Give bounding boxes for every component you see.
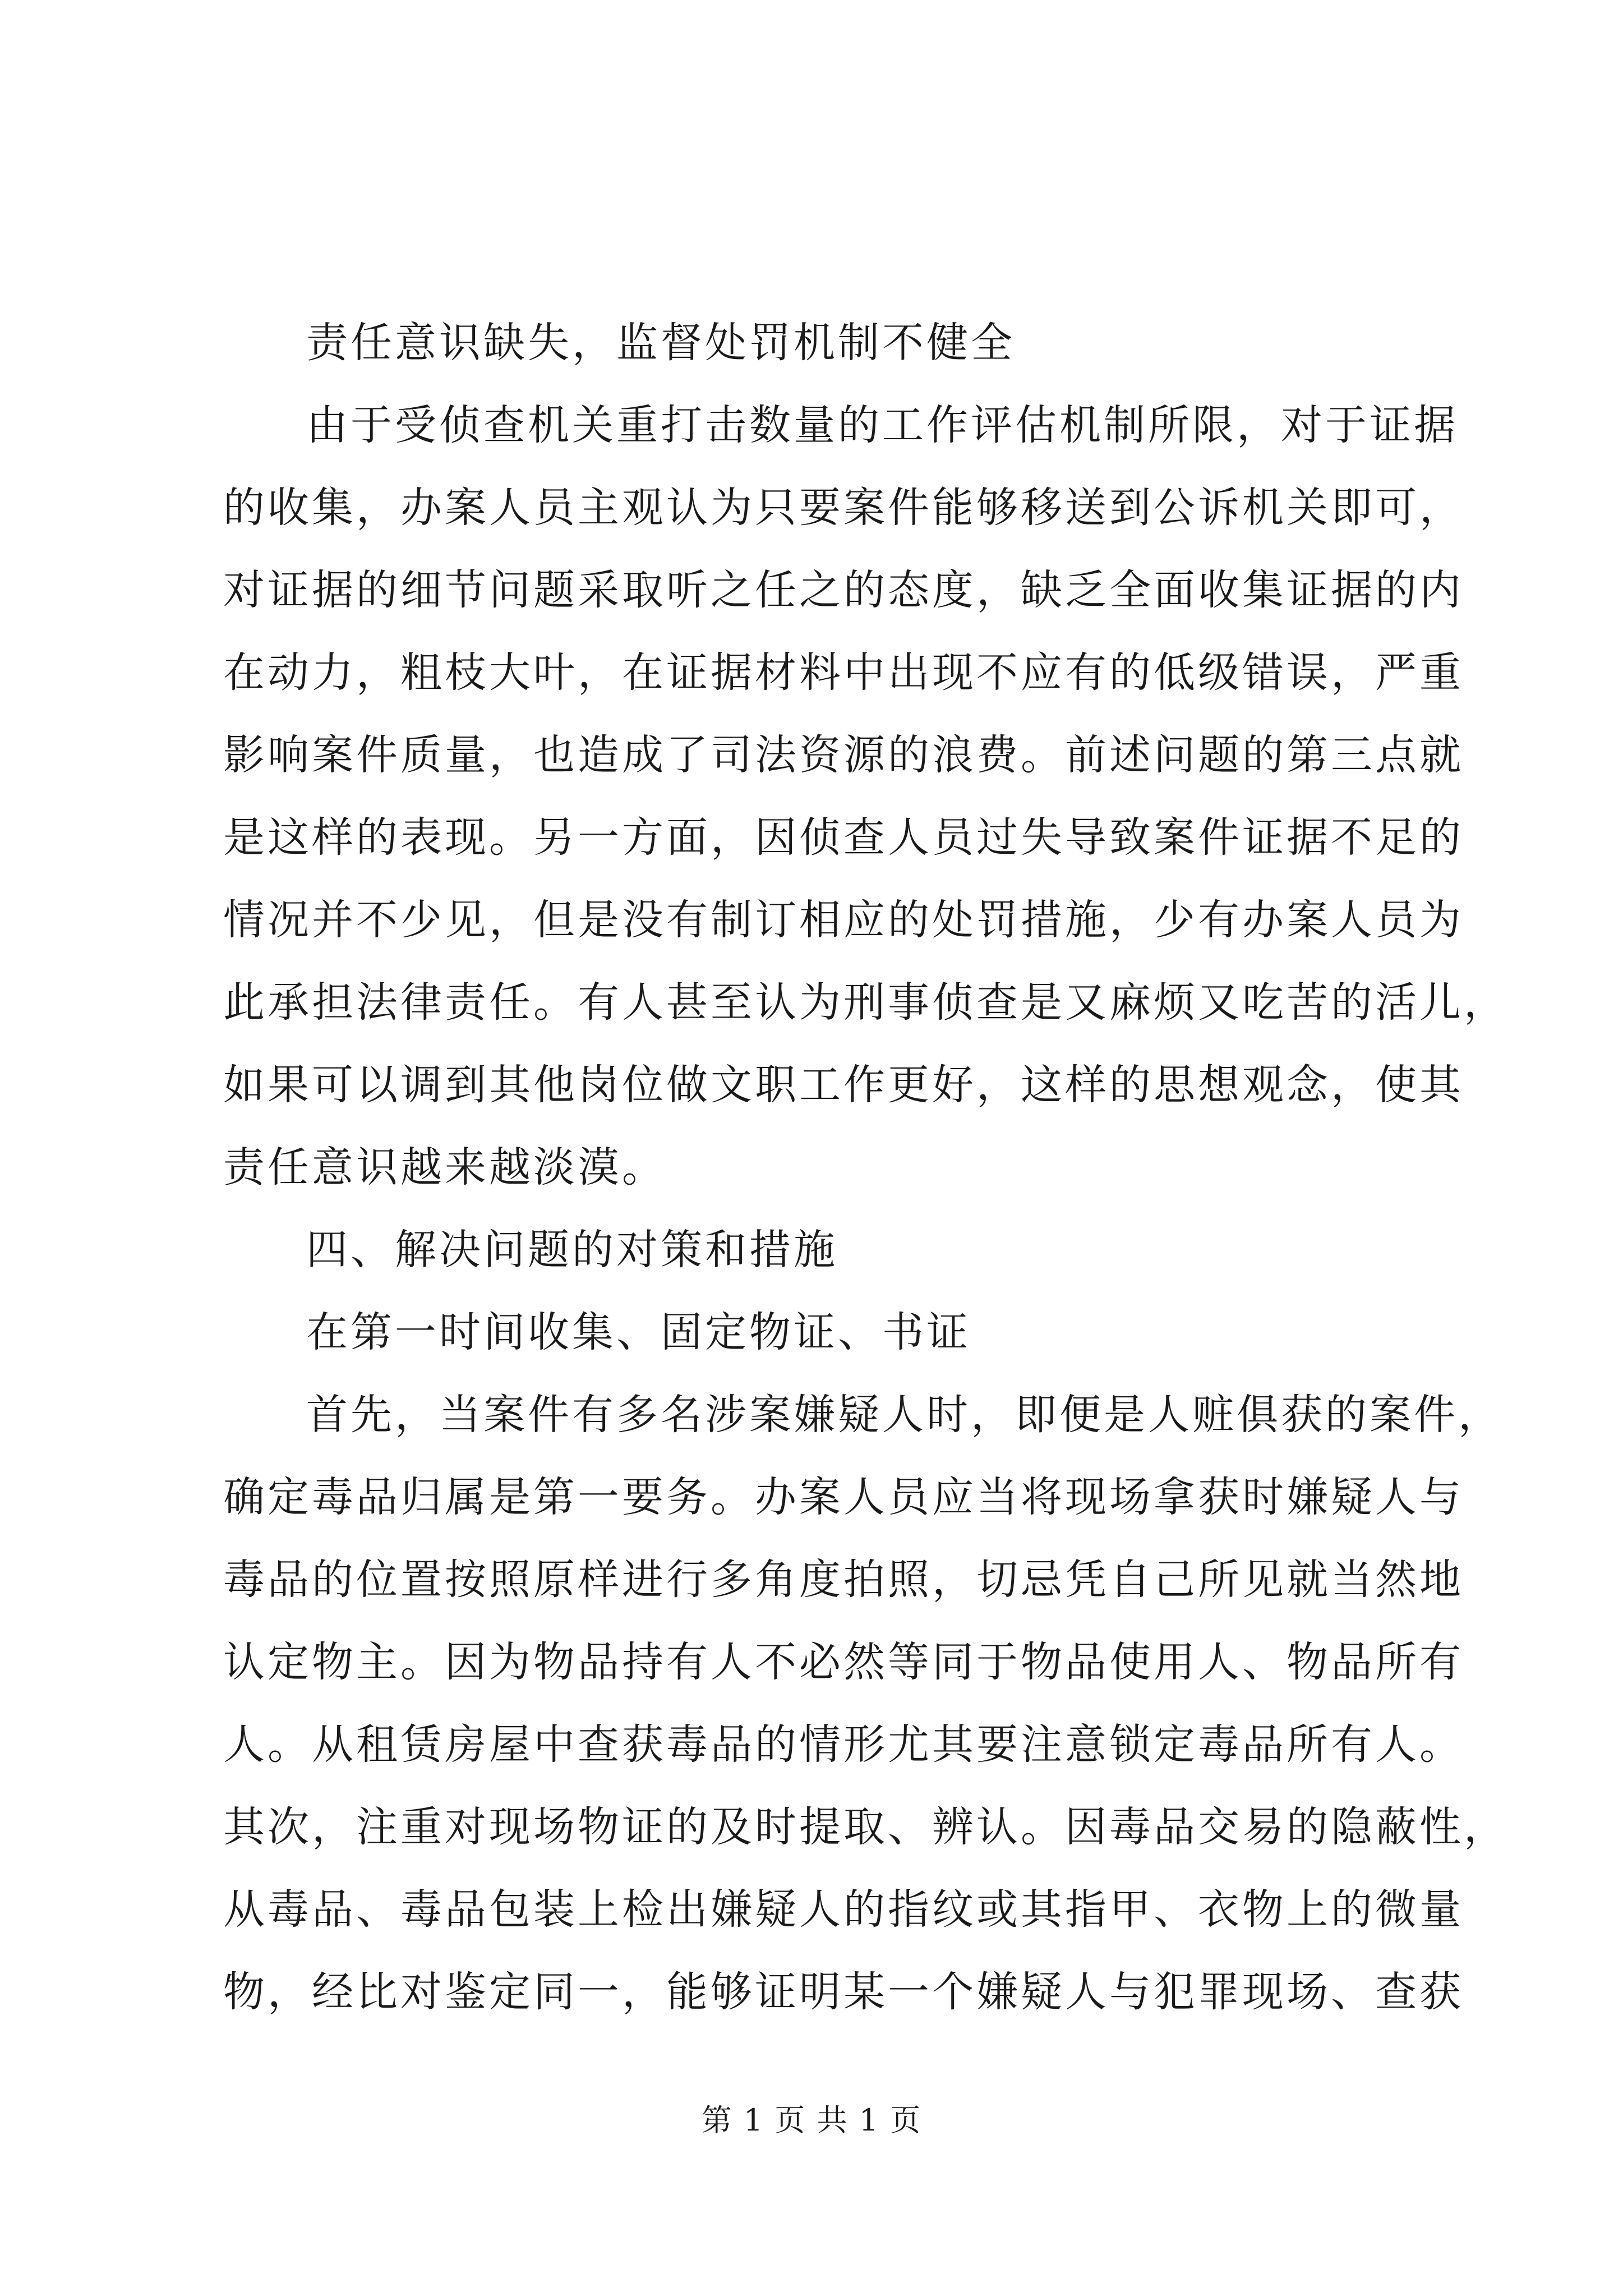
- page-number-footer: 第 1 页 共 1 页: [701, 2102, 922, 2138]
- section-heading: 责任意识缺失，监督处罚机制不健全: [306, 319, 1015, 367]
- paragraph-line: 从毒品、毒品包装上检出嫌疑人的指纹或其指甲、衣物上的微量: [223, 1885, 1464, 1934]
- paragraph-line: 认定物主。因为物品持有人不必然等同于物品使用人、物品所有: [223, 1638, 1464, 1686]
- paragraph-line: 确定毒品归属是第一要务。办案人员应当将现场拿获时嫌疑人与: [223, 1473, 1464, 1521]
- paragraph-line: 人。从租赁房屋中查获毒品的情形尤其要注意锁定毒品所有人。: [223, 1720, 1464, 1769]
- paragraph-line: 物，经比对鉴定同一，能够证明某一个嫌疑人与犯罪现场、查获: [223, 1968, 1464, 2016]
- section-heading: 四、解决问题的对策和措施: [306, 1226, 838, 1274]
- paragraph-line: 情况并不少见，但是没有制订相应的处罚措施，少有办案人员为: [223, 896, 1464, 944]
- paragraph-line: 在动力，粗枝大叶，在证据材料中出现不应有的低级错误，严重: [223, 648, 1464, 697]
- paragraph-line: 首先，当案件有多名涉案嫌疑人时，即便是人赃俱获的案件，: [306, 1391, 1502, 1439]
- document-body: [223, 302, 1508, 2033]
- paragraph-line: 是这样的表现。另一方面，因侦查人员过失导致案件证据不足的: [223, 813, 1464, 862]
- paragraph-line: 此承担法律责任。有人甚至认为刑事侦查是又麻烦又吃苦的活儿，: [223, 978, 1508, 1027]
- paragraph-line: 其次，注重对现场物证的及时提取、辨认。因毒品交易的隐蔽性，: [223, 1803, 1508, 1851]
- paragraph-line: 的收集，办案人员主观认为只要案件能够移送到公诉机关即可，: [223, 484, 1464, 532]
- paragraph-line: 如果可以调到其他岗位做文职工作更好，这样的思想观念，使其: [223, 1061, 1464, 1109]
- paragraph-line: 责任意识越来越淡漠。: [223, 1143, 666, 1191]
- paragraph-line: 影响案件质量，也造成了司法资源的浪费。前述问题的第三点就: [223, 731, 1464, 779]
- subsection-heading: 在第一时间收集、固定物证、书证: [306, 1308, 971, 1356]
- paragraph-line: 毒品的位置按照原样进行多角度拍照，切忌凭自己所见就当然地: [223, 1556, 1464, 1604]
- paragraph-line: 对证据的细节问题采取听之任之的态度，缺乏全面收集证据的内: [223, 566, 1464, 614]
- paragraph-line: 由于受侦查机关重打击数量的工作评估机制所限，对于证据: [306, 401, 1458, 449]
